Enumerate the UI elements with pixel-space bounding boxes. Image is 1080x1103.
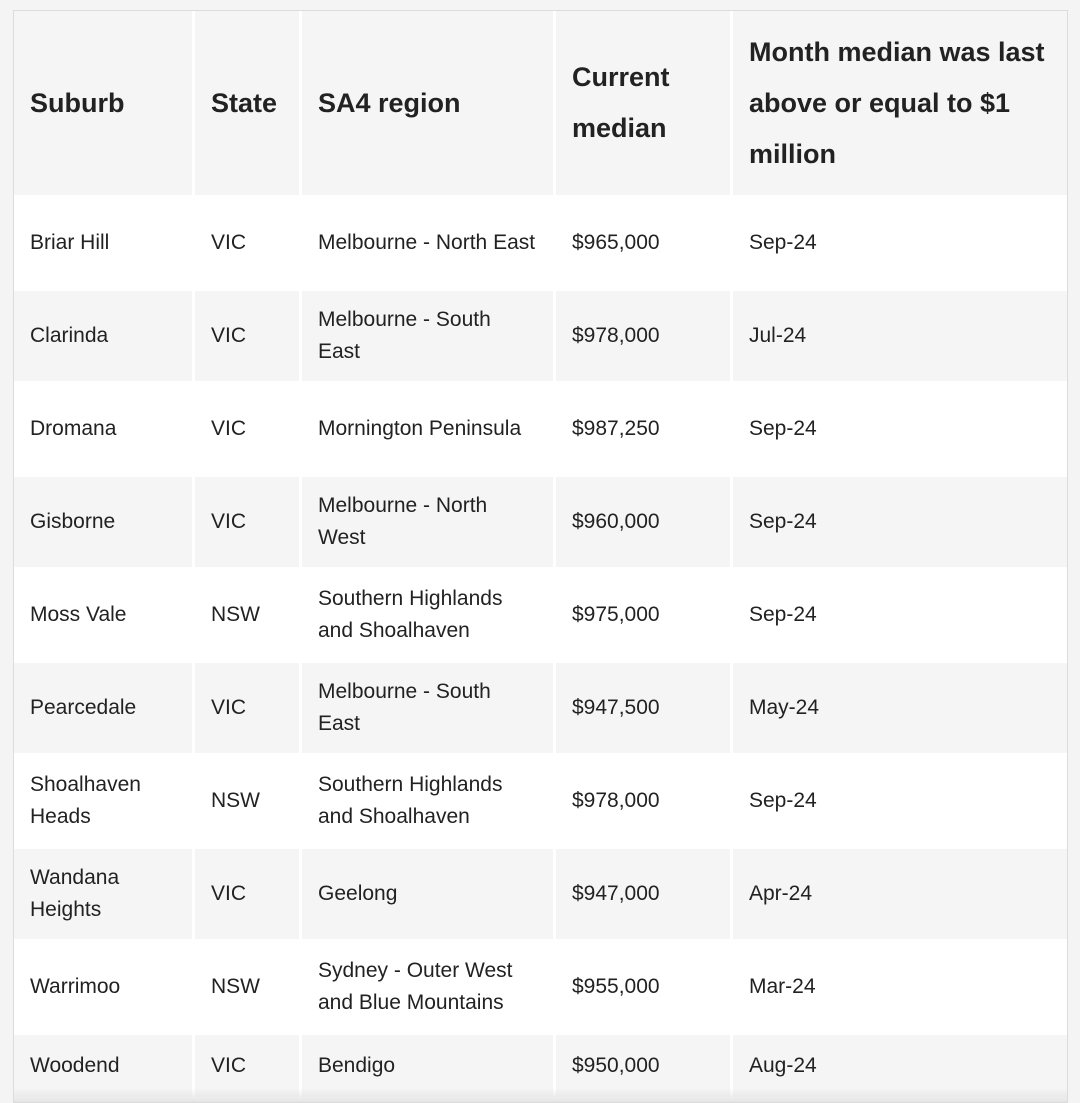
cell-suburb: Briar Hill (14, 198, 195, 291)
cell-state: VIC (195, 291, 302, 384)
cell-suburb: Warrimoo (14, 942, 195, 1035)
cell-region: Sydney - Outer West and Blue Mountains (302, 942, 556, 1035)
table-row (14, 198, 1067, 291)
header-row (14, 11, 1067, 198)
cell-median: $978,000 (556, 756, 733, 849)
cell-region: Southern Highlands and Shoalhaven (302, 756, 556, 849)
cell-region: Mornington Peninsula (302, 384, 556, 477)
header-current-median: Current median (556, 11, 733, 198)
cell-month: Jul-24 (733, 291, 1067, 384)
cell-month: Sep-24 (733, 384, 1067, 477)
bottom-fade (14, 1088, 1067, 1102)
table-header (14, 11, 1067, 198)
cell-region: Melbourne - South East (302, 663, 556, 756)
cell-median: $965,000 (556, 198, 733, 291)
cell-state: VIC (195, 849, 302, 942)
cell-region: Southern Highlands and Shoalhaven (302, 570, 556, 663)
cell-median: $975,000 (556, 570, 733, 663)
cell-state: VIC (195, 1035, 302, 1100)
header-month-last-above-1m: Month median was last above or equal to $1 million (733, 11, 1067, 198)
cell-suburb: Moss Vale (14, 570, 195, 663)
cell-month: Apr-24 (733, 849, 1067, 942)
cell-state: NSW (195, 570, 302, 663)
table-row (14, 849, 1067, 942)
cell-median: $947,500 (556, 663, 733, 756)
header-sa4-region: SA4 region (302, 11, 556, 198)
cell-suburb: Pearcedale (14, 663, 195, 756)
cell-month: May-24 (733, 663, 1067, 756)
table-row (14, 942, 1067, 1035)
cell-suburb: Woodend (14, 1035, 195, 1100)
header-state: State (195, 11, 302, 198)
cell-region: Melbourne - South East (302, 291, 556, 384)
cell-state: VIC (195, 198, 302, 291)
table-row (14, 477, 1067, 570)
table-row (14, 570, 1067, 663)
cell-month: Sep-24 (733, 756, 1067, 849)
cell-median: $950,000 (556, 1035, 733, 1100)
cell-median: $960,000 (556, 477, 733, 570)
cell-state: VIC (195, 477, 302, 570)
cell-region: Melbourne - North West (302, 477, 556, 570)
cell-month: Mar-24 (733, 942, 1067, 1035)
table-row (14, 663, 1067, 756)
cell-suburb: Gisborne (14, 477, 195, 570)
table-row (14, 384, 1067, 477)
suburb-median-table (14, 11, 1067, 1100)
cell-state: VIC (195, 663, 302, 756)
table-container (13, 10, 1068, 1103)
cell-median: $978,000 (556, 291, 733, 384)
cell-month: Sep-24 (733, 477, 1067, 570)
table-body (14, 198, 1067, 1100)
table-row (14, 291, 1067, 384)
cell-region: Geelong (302, 849, 556, 942)
cell-region: Bendigo (302, 1035, 556, 1100)
cell-month: Aug-24 (733, 1035, 1067, 1100)
cell-median: $987,250 (556, 384, 733, 477)
cell-suburb: Clarinda (14, 291, 195, 384)
cell-region: Melbourne - North East (302, 198, 556, 291)
header-suburb: Suburb (14, 11, 195, 198)
cell-suburb: Shoalhaven Heads (14, 756, 195, 849)
cell-state: NSW (195, 942, 302, 1035)
cell-state: VIC (195, 384, 302, 477)
cell-suburb: Dromana (14, 384, 195, 477)
table-row (14, 756, 1067, 849)
cell-median: $955,000 (556, 942, 733, 1035)
cell-month: Sep-24 (733, 198, 1067, 291)
cell-median: $947,000 (556, 849, 733, 942)
cell-state: NSW (195, 756, 302, 849)
cell-suburb: Wandana Heights (14, 849, 195, 942)
cell-month: Sep-24 (733, 570, 1067, 663)
